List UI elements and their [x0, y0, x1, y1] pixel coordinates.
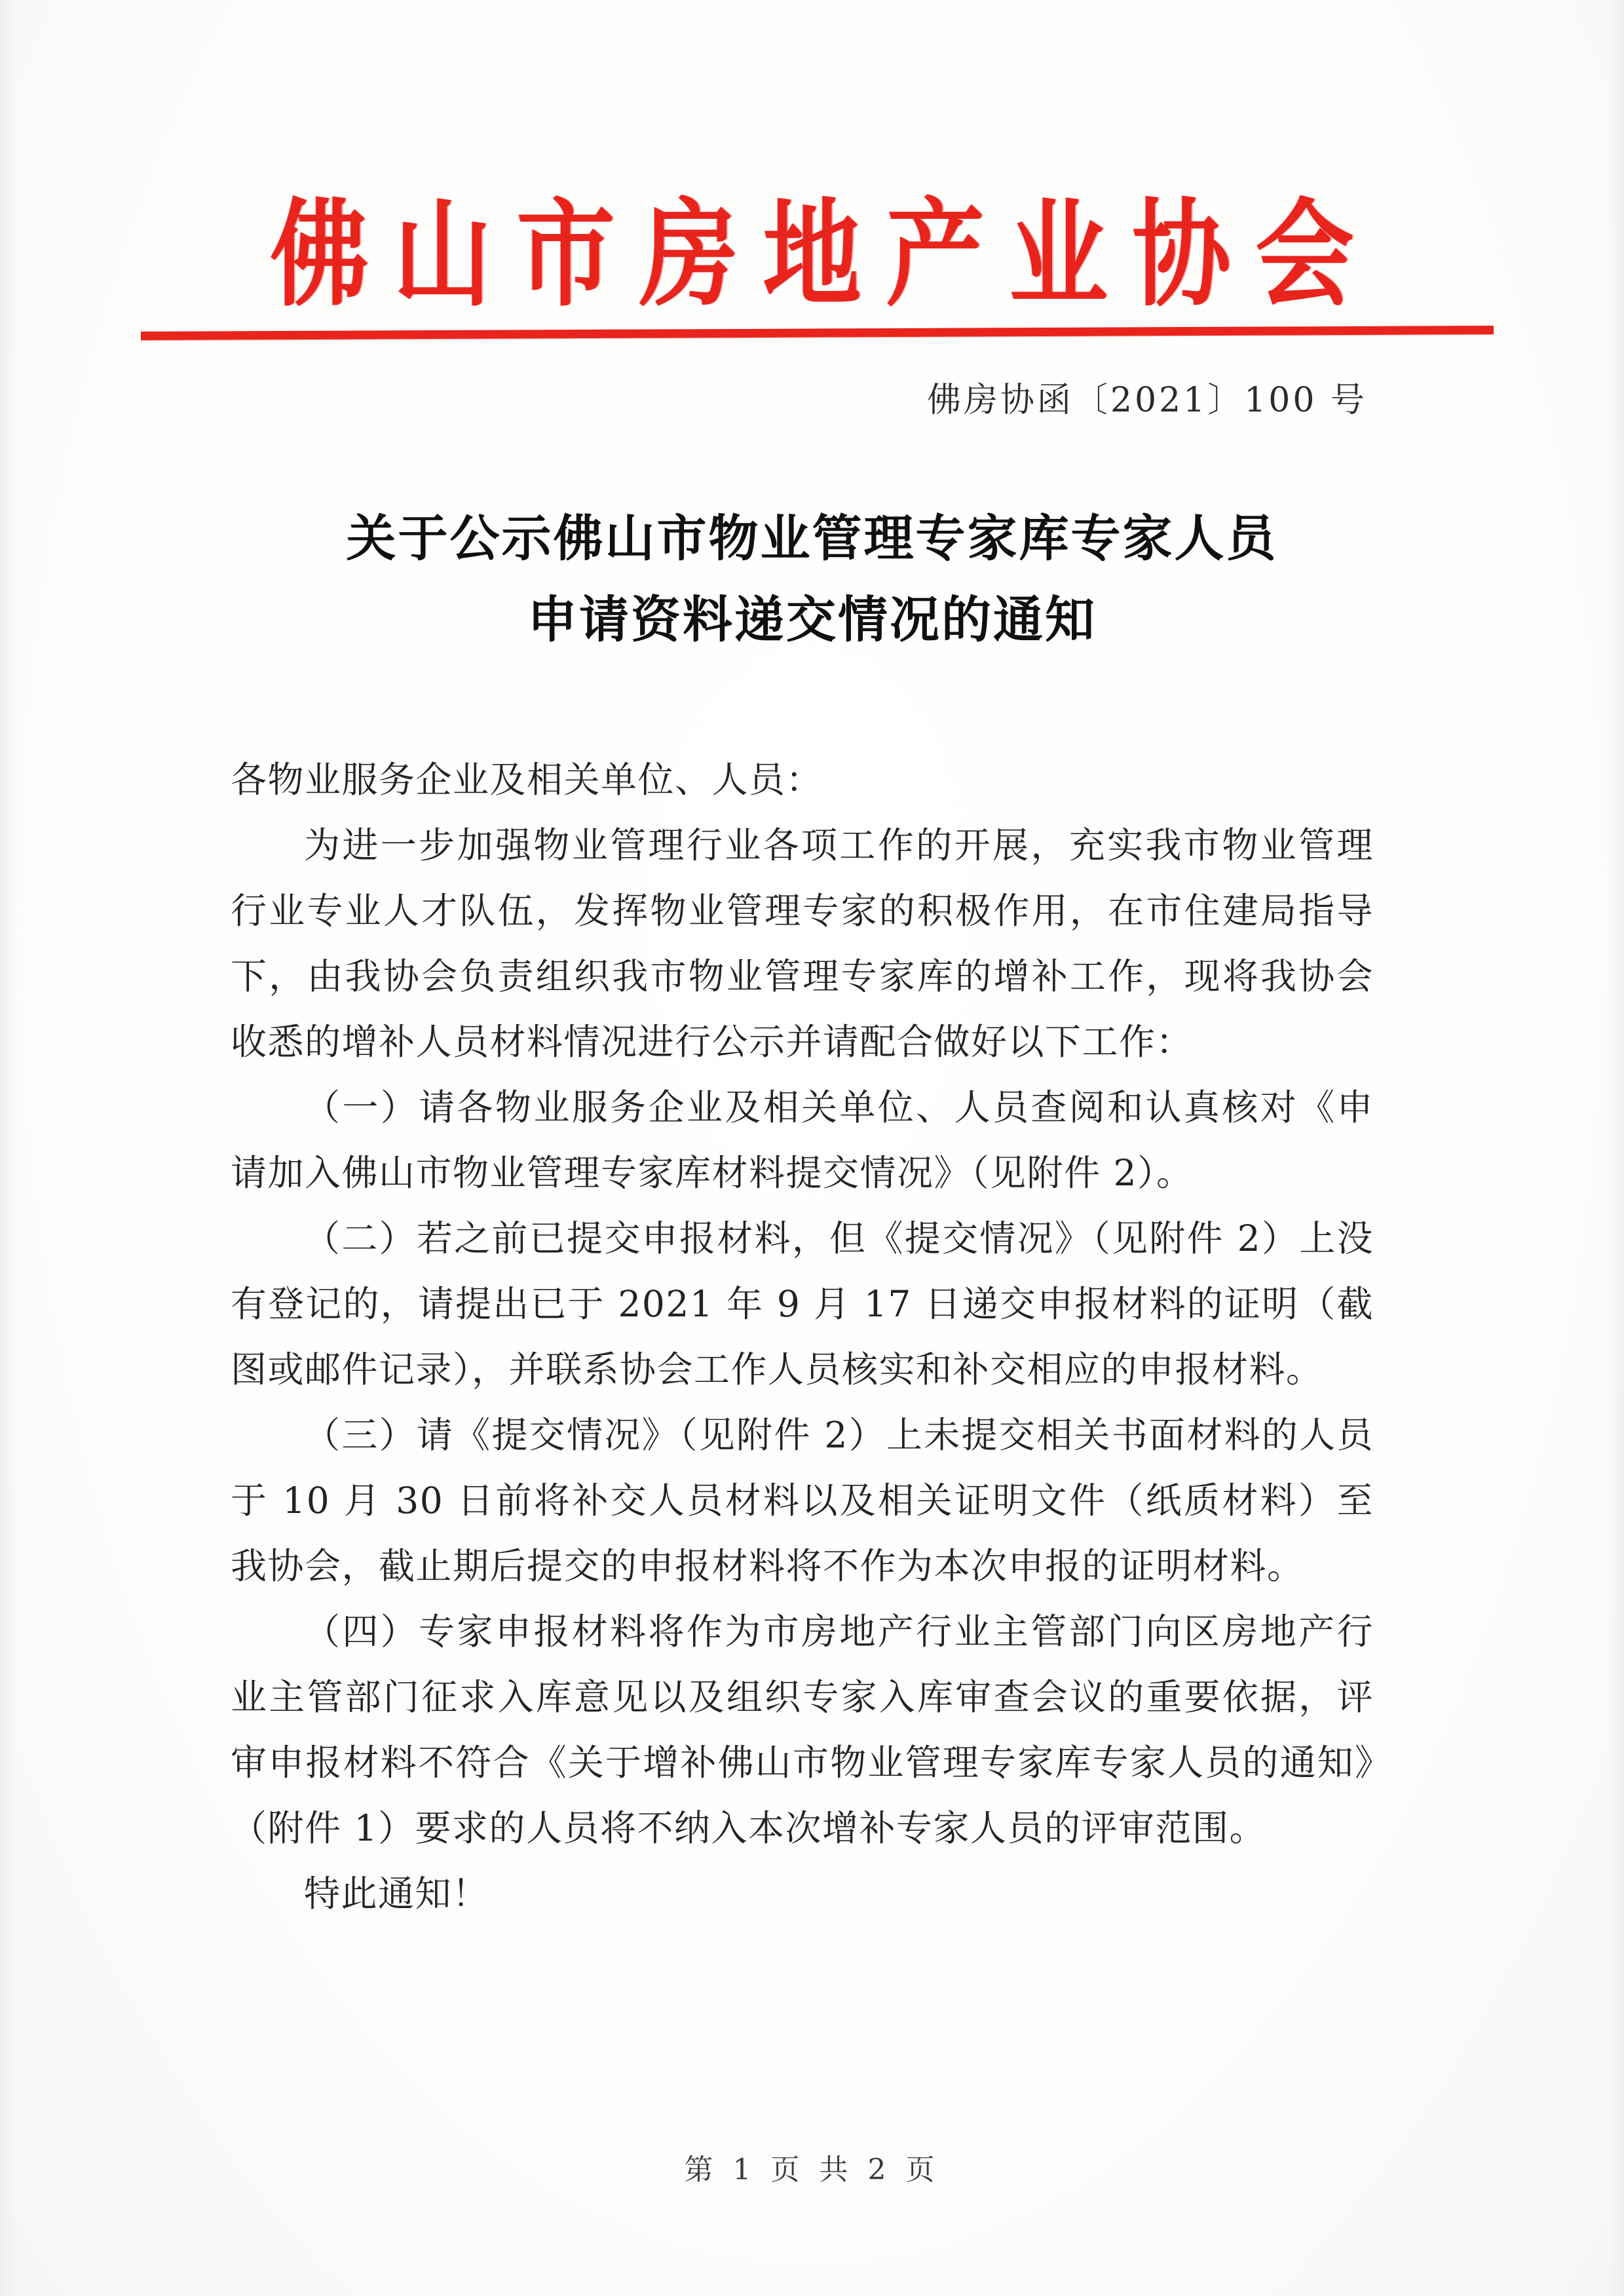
document-number: 佛房协函〔2021〕100 号 [926, 381, 1367, 420]
document-body [231, 747, 1374, 1926]
organization-name: 佛山市房地产业协会 [270, 186, 1379, 323]
body-paragraph-item-4: （四）专家申报材料将作为市房地产行业主管部门向区房地产行业主管部门征求入库意见以及组织专家入库审查会议的重要依据，评审申报材料不符合《关于增补佛山市物业管理专家库专家人员的通知》（附件 1）要求的人员将不纳入本次增补专家人员的评审范围。 [231, 1611, 1374, 1849]
page-title [197, 498, 1427, 660]
masthead [0, 186, 1624, 323]
paper-edge-right [1607, 0, 1624, 2296]
salutation: 各物业服务企业及相关单位、人员： [231, 759, 823, 801]
doc-number-row [0, 372, 1367, 421]
body-paragraph-item-2: （二）若之前已提交申报材料，但《提交情况》（见附件 2）上没有登记的，请提出已于 2021 年 9 月 17 日递交申报材料的证明（截图或邮件记录），并联系协会工作人员核实和补交相应的申报材料。 [231, 1217, 1374, 1390]
page-title-line-1: 关于公示佛山市物业管理专家库专家人员 [346, 509, 1278, 567]
page-number-label: 第 1 页 共 2 页 [684, 2153, 940, 2187]
page-title-line-2: 申请资料递交情况的通知 [527, 590, 1097, 649]
closing-statement: 特此通知！ [304, 1873, 489, 1915]
page-footer [0, 2146, 1624, 2188]
masthead-red-rule [141, 326, 1494, 340]
body-paragraph-item-1: （一）请各物业服务企业及相关单位、人员查阅和认真核对《申请加入佛山市物业管理专家库材料提交情况》（见附件 2）。 [231, 1086, 1374, 1194]
paper-edge-left [0, 0, 17, 2296]
body-paragraph-intro: 为进一步加强物业管理行业各项工作的开展，充实我市物业管理行业专业人才队伍，发挥物业管理专家的积极作用，在市住建局指导下，由我协会负责组织我市物业管理专家库的增补工作，现将我协会收悉的增补人员材料情况进行公示并请配合做好以下工作： [231, 824, 1374, 1063]
body-paragraph-item-3: （三）请《提交情况》（见附件 2）上未提交相关书面材料的人员于 10 月 30 日前将补交人员材料以及相关证明文件（纸质材料）至我协会，截止期后提交的申报材料将不作为本次申报的证明材料。 [231, 1414, 1374, 1587]
